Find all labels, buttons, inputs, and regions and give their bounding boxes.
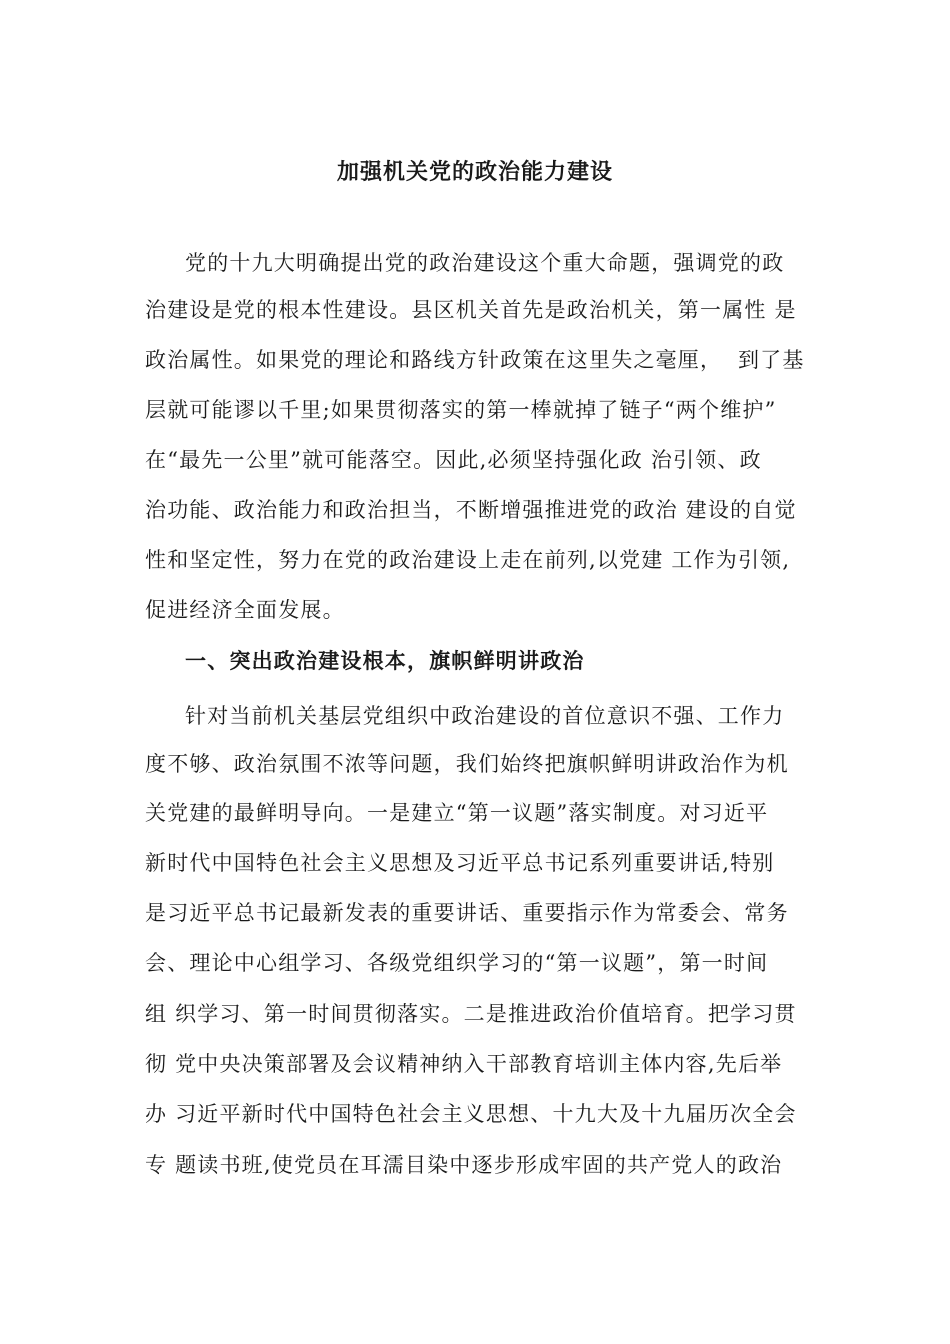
paragraph-line: 促进经济全面发展。: [145, 598, 345, 622]
paragraph-line: 党的十九大明确提出党的政治建设这个重大命题，强调党的政: [185, 251, 785, 275]
paragraph-line: 专 题读书班,使党员在耳濡目染中逐步形成牢固的共产党人的政治: [145, 1153, 783, 1177]
paragraph-line: 政治属性。如果党的理论和路线方针政策在这里失之毫厘， 到了基: [145, 348, 805, 372]
paragraph-line: 会、理论中心组学习、各级党组织学习的“第一议题”，第一时间: [145, 951, 769, 975]
paragraph-line: 在“最先一公里”就可能落空。因此,必须坚持强化政 治引领、政: [145, 448, 762, 472]
paragraph-line: 组 织学习、第一时间贯彻落实。二是推进政治价值培育。把学习贯: [145, 1002, 797, 1026]
paragraph-line: 层就可能谬以千里;如果贯彻落实的第一棒就掉了链子“两个维护”: [145, 398, 777, 422]
paragraph-line: 彻 党中央决策部署及会议精神纳入干部教育培训主体内容,先后举: [145, 1052, 783, 1076]
paragraph-line: 针对当前机关基层党组织中政治建设的首位意识不强、工作力: [185, 704, 785, 728]
paragraph-line: 治建设是党的根本性建设。县区机关首先是政治机关，第一属性 是: [145, 298, 797, 322]
paragraph-line: 度不够、政治氛围不浓等问题，我们始终把旗帜鲜明讲政治作为机: [145, 752, 789, 776]
section-heading: 一、突出政治建设根本，旗帜鲜明讲政治: [185, 648, 585, 673]
paragraph-line: 治功能、政治能力和政治担当，不断增强推进党的政治 建设的自觉: [145, 498, 797, 522]
paragraph-line: 性和坚定性，努力在党的政治建设上走在前列,以党建 工作为引领,: [145, 548, 791, 572]
document-title: 加强机关党的政治能力建设: [336, 159, 613, 185]
paragraph-line: 新时代中国特色社会主义思想及习近平总书记系列重要讲话,特别: [145, 851, 775, 875]
paragraph-line: 办 习近平新时代中国特色社会主义思想、十九大及十九届历次全会: [145, 1102, 797, 1126]
paragraph-line: 是习近平总书记最新发表的重要讲话、重要指示作为常委会、常务: [145, 901, 789, 925]
paragraph-line: 关党建的最鲜明导向。一是建立“第一议题”落实制度。对习近平: [145, 801, 769, 825]
